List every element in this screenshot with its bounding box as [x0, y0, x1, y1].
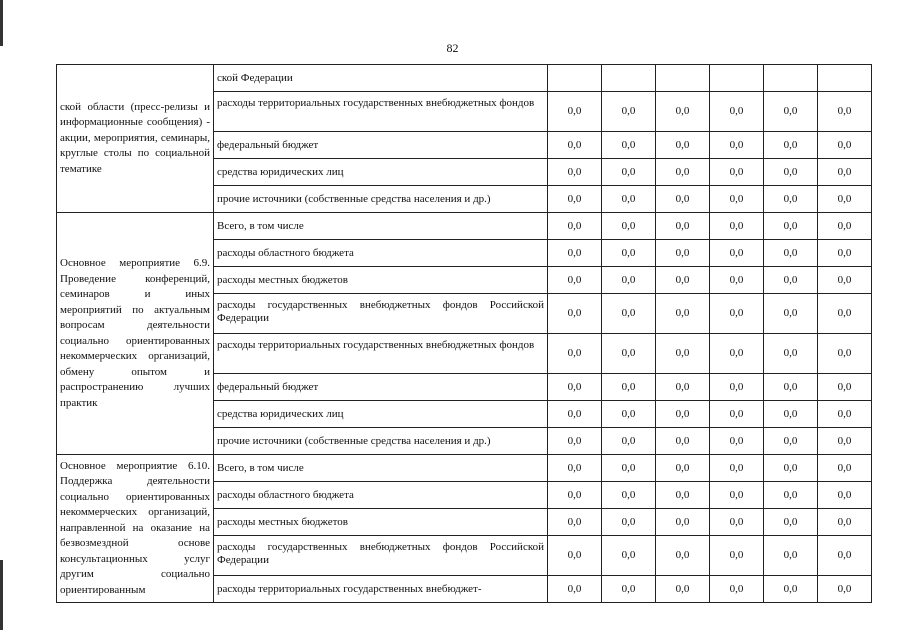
value-cell: 0,0	[548, 92, 602, 132]
value-cell: 0,0	[602, 576, 656, 603]
value-cell: 0,0	[656, 334, 710, 374]
value-cell: 0,0	[656, 132, 710, 159]
value-cell: 0,0	[548, 374, 602, 401]
value-cell: 0,0	[602, 294, 656, 334]
value-cell: 0,0	[656, 428, 710, 455]
value-cell: 0,0	[818, 455, 872, 482]
funding-source-cell: расходы территориальных государственных внебюджетных фондов	[214, 334, 548, 374]
value-cell: 0,0	[710, 536, 764, 576]
value-cell: 0,0	[548, 482, 602, 509]
value-cell: 0,0	[818, 401, 872, 428]
value-cell: 0,0	[818, 92, 872, 132]
value-cell: 0,0	[818, 374, 872, 401]
value-cell: 0,0	[602, 92, 656, 132]
value-cell: 0,0	[602, 428, 656, 455]
value-cell: 0,0	[656, 240, 710, 267]
value-cell	[710, 65, 764, 92]
value-cell: 0,0	[710, 92, 764, 132]
value-cell: 0,0	[602, 132, 656, 159]
value-cell	[656, 65, 710, 92]
value-cell: 0,0	[710, 213, 764, 240]
value-cell	[602, 65, 656, 92]
value-cell: 0,0	[710, 186, 764, 213]
value-cell: 0,0	[548, 536, 602, 576]
value-cell: 0,0	[818, 132, 872, 159]
value-cell	[818, 65, 872, 92]
value-cell: 0,0	[656, 509, 710, 536]
value-cell: 0,0	[710, 132, 764, 159]
value-cell: 0,0	[818, 294, 872, 334]
measure-cell: Основное мероприятие 6.9. Проведение конференций, семинаров и иных мероприятий по актуальным вопросам деятельности социально ориентированных некоммерческих организаций, обмену опытом и распространению лучших практик	[57, 213, 214, 455]
value-cell: 0,0	[818, 186, 872, 213]
value-cell: 0,0	[602, 240, 656, 267]
value-cell: 0,0	[710, 159, 764, 186]
value-cell: 0,0	[764, 159, 818, 186]
funding-source-cell: прочие источники (собственные средства населения и др.)	[214, 186, 548, 213]
value-cell: 0,0	[656, 159, 710, 186]
value-cell: 0,0	[710, 401, 764, 428]
value-cell: 0,0	[710, 294, 764, 334]
value-cell: 0,0	[764, 536, 818, 576]
funding-source-cell: расходы территориальных государственных внебюджет-	[214, 576, 548, 603]
value-cell: 0,0	[764, 267, 818, 294]
funding-source-cell: расходы областного бюджета	[214, 482, 548, 509]
value-cell: 0,0	[656, 213, 710, 240]
value-cell: 0,0	[602, 482, 656, 509]
value-cell: 0,0	[548, 401, 602, 428]
value-cell: 0,0	[656, 92, 710, 132]
funding-source-cell: расходы государственных внебюджетных фондов Российской Федерации	[214, 294, 548, 334]
value-cell: 0,0	[548, 132, 602, 159]
value-cell: 0,0	[764, 428, 818, 455]
table-row	[57, 65, 872, 92]
value-cell: 0,0	[602, 186, 656, 213]
value-cell: 0,0	[764, 509, 818, 536]
value-cell	[548, 65, 602, 92]
value-cell: 0,0	[764, 455, 818, 482]
value-cell: 0,0	[764, 240, 818, 267]
value-cell: 0,0	[764, 92, 818, 132]
value-cell: 0,0	[602, 455, 656, 482]
funding-source-cell: средства юридических лиц	[214, 401, 548, 428]
value-cell: 0,0	[764, 132, 818, 159]
funding-source-cell: средства юридических лиц	[214, 159, 548, 186]
value-cell: 0,0	[656, 482, 710, 509]
funding-source-cell: расходы территориальных государственных внебюджетных фондов	[214, 92, 548, 132]
value-cell: 0,0	[656, 374, 710, 401]
value-cell: 0,0	[818, 267, 872, 294]
value-cell: 0,0	[764, 482, 818, 509]
value-cell: 0,0	[548, 455, 602, 482]
measure-cell: ской области (пресс-релизы и информационные сообщения) - акции, мероприятия, семинары, круглые столы по социальной тематике	[57, 65, 214, 213]
value-cell: 0,0	[656, 576, 710, 603]
funding-source-cell: Всего, в том числе	[214, 213, 548, 240]
value-cell: 0,0	[710, 455, 764, 482]
value-cell: 0,0	[656, 536, 710, 576]
value-cell: 0,0	[710, 428, 764, 455]
funding-source-cell: Всего, в том числе	[214, 455, 548, 482]
value-cell: 0,0	[548, 267, 602, 294]
value-cell: 0,0	[710, 267, 764, 294]
value-cell: 0,0	[764, 401, 818, 428]
funding-source-cell: расходы областного бюджета	[214, 240, 548, 267]
value-cell: 0,0	[548, 240, 602, 267]
value-cell: 0,0	[710, 482, 764, 509]
funding-source-cell: федеральный бюджет	[214, 374, 548, 401]
value-cell: 0,0	[818, 334, 872, 374]
funding-source-cell: ской Федерации	[214, 65, 548, 92]
value-cell	[764, 65, 818, 92]
value-cell: 0,0	[764, 576, 818, 603]
scan-edge-mark-top	[0, 0, 3, 46]
value-cell: 0,0	[548, 509, 602, 536]
measure-cell: Основное мероприятие 6.10. Поддержка деятельности социально ориентированных некоммерческих организаций, направленной на оказание на безвозмездной основе консультационных услуг другим социально ориентированным	[57, 455, 214, 603]
value-cell: 0,0	[818, 428, 872, 455]
value-cell: 0,0	[602, 401, 656, 428]
value-cell: 0,0	[764, 334, 818, 374]
value-cell: 0,0	[710, 509, 764, 536]
value-cell: 0,0	[764, 294, 818, 334]
value-cell: 0,0	[548, 213, 602, 240]
value-cell: 0,0	[656, 401, 710, 428]
value-cell: 0,0	[548, 576, 602, 603]
value-cell: 0,0	[710, 374, 764, 401]
scan-edge-mark-bottom	[0, 560, 3, 630]
value-cell: 0,0	[656, 294, 710, 334]
value-cell: 0,0	[818, 576, 872, 603]
funding-source-cell: расходы местных бюджетов	[214, 267, 548, 294]
value-cell: 0,0	[818, 213, 872, 240]
funding-source-cell: федеральный бюджет	[214, 132, 548, 159]
value-cell: 0,0	[764, 374, 818, 401]
value-cell: 0,0	[602, 213, 656, 240]
value-cell: 0,0	[548, 334, 602, 374]
value-cell: 0,0	[818, 159, 872, 186]
value-cell: 0,0	[764, 213, 818, 240]
value-cell: 0,0	[602, 267, 656, 294]
value-cell: 0,0	[656, 455, 710, 482]
value-cell: 0,0	[710, 576, 764, 603]
table-row	[57, 455, 872, 482]
value-cell: 0,0	[818, 240, 872, 267]
value-cell: 0,0	[602, 334, 656, 374]
value-cell: 0,0	[548, 159, 602, 186]
value-cell: 0,0	[656, 267, 710, 294]
value-cell: 0,0	[818, 536, 872, 576]
value-cell: 0,0	[548, 294, 602, 334]
budget-table	[56, 64, 872, 603]
value-cell: 0,0	[602, 536, 656, 576]
value-cell: 0,0	[602, 374, 656, 401]
budget-table-body	[57, 65, 872, 603]
value-cell: 0,0	[710, 334, 764, 374]
table-row	[57, 213, 872, 240]
value-cell: 0,0	[602, 159, 656, 186]
value-cell: 0,0	[548, 186, 602, 213]
value-cell: 0,0	[764, 186, 818, 213]
value-cell: 0,0	[602, 509, 656, 536]
funding-source-cell: прочие источники (собственные средства населения и др.)	[214, 428, 548, 455]
value-cell: 0,0	[818, 482, 872, 509]
page-number: 82	[446, 41, 459, 55]
value-cell: 0,0	[548, 428, 602, 455]
funding-source-cell: расходы государственных внебюджетных фондов Российской Федерации	[214, 536, 548, 576]
funding-source-cell: расходы местных бюджетов	[214, 509, 548, 536]
value-cell: 0,0	[710, 240, 764, 267]
value-cell: 0,0	[818, 509, 872, 536]
value-cell: 0,0	[656, 186, 710, 213]
